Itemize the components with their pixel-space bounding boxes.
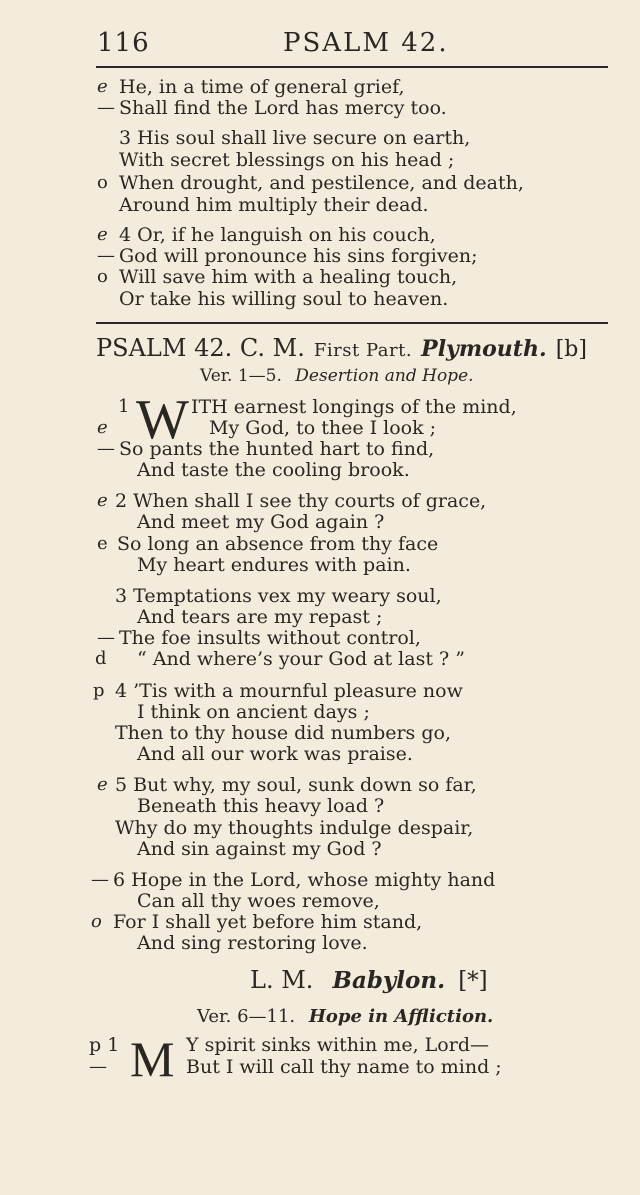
- psalm-title: PSALM 42. C. M.: [96, 334, 305, 362]
- verse-line: But I will call thy name to mind ;: [186, 1056, 502, 1078]
- verse-line: Shall find the Lord has mercy too.: [119, 97, 447, 119]
- verse-line: Around him multiply their dead.: [119, 194, 429, 216]
- verse-line: My heart endures with pain.: [137, 554, 411, 576]
- verse-mark: e: [97, 774, 108, 795]
- verse-line: And sin against my God ?: [137, 838, 382, 860]
- part-label: First Part.: [313, 340, 413, 361]
- verse-line: 6 Hope in the Lord, whose mighty hand: [113, 869, 496, 891]
- verse-line: Can all thy woes remove,: [137, 890, 380, 912]
- verse-line: 2 When shall I see thy courts of grace,: [115, 490, 487, 512]
- verse-mark: —: [97, 245, 115, 266]
- verse-subheading: [200, 366, 474, 386]
- verse-mark: p: [93, 680, 105, 701]
- verse-line: God will pronounce his sins forgiven;: [119, 245, 478, 267]
- verse-line: 5 But why, my soul, sunk down so far,: [115, 774, 477, 796]
- verse-mark: e: [97, 224, 108, 245]
- verse-line: And sing restoring love.: [137, 932, 368, 954]
- verse-line: So pants the hunted hart to find,: [119, 438, 435, 460]
- page-number: 116: [97, 28, 150, 58]
- verse-line: I think on ancient days ;: [137, 701, 370, 723]
- verse-line: The foe insults without control,: [119, 627, 421, 649]
- verse-line: So long an absence from thy face: [117, 533, 439, 555]
- verse-mark: e: [97, 76, 108, 97]
- psalm-subject: Desertion and Hope.: [295, 366, 474, 386]
- verse-line: “ And where’s your God at last ? ”: [137, 648, 465, 670]
- verse-mark: o: [97, 172, 108, 193]
- verse-reference: Ver. 6—11.: [197, 1006, 296, 1027]
- verse-line: Will save him with a healing touch,: [119, 266, 458, 288]
- verse-mark: e: [97, 533, 108, 554]
- meter-tag: [b]: [555, 337, 587, 362]
- verse-line: And tears are my repast ;: [137, 606, 383, 628]
- verse-line: 3 His soul shall live secure on earth,: [119, 127, 471, 149]
- drop-cap: W: [136, 389, 189, 451]
- verse-line: 3 Temptations vex my weary soul,: [115, 585, 442, 607]
- verse-line: Then to thy house did numbers go,: [115, 722, 451, 744]
- psalm-heading: [96, 334, 587, 362]
- verse-line: When drought, and pestilence, and death,: [119, 172, 524, 194]
- verse-line: For I shall yet before him stand,: [113, 911, 423, 933]
- tune-name: Plymouth.: [421, 336, 547, 362]
- verse-mark: —: [91, 869, 109, 890]
- verse-mark: e: [97, 417, 108, 438]
- verse-number: 1: [118, 396, 130, 417]
- verse-line: And meet my God again ?: [137, 511, 385, 533]
- header-rule: [96, 66, 608, 68]
- verse-line: With secret blessings on his head ;: [119, 149, 455, 171]
- verse-mark: o: [97, 266, 108, 287]
- verse-mark: e: [97, 490, 108, 511]
- verse-line: 4 ’Tis with a mournful pleasure now: [115, 680, 463, 702]
- meter-label: L. M.: [250, 966, 314, 994]
- verse-mark: —: [89, 1056, 107, 1077]
- psalm-subject: Hope in Affliction.: [308, 1006, 494, 1027]
- verse-mark: —: [97, 97, 115, 118]
- verse-line: My God, to thee I look ;: [209, 417, 437, 439]
- meter-tag: [*]: [458, 968, 488, 994]
- verse-line: Why do my thoughts indulge despair,: [115, 817, 474, 839]
- verse-line: Or take his willing soul to heaven.: [119, 288, 449, 310]
- verse-mark: —: [97, 627, 115, 648]
- psalm-heading: [250, 966, 488, 994]
- verse-mark: d: [95, 648, 107, 669]
- verse-mark: o: [91, 911, 102, 932]
- verse-line: He, in a time of general grief,: [119, 76, 405, 98]
- verse-line: ITH earnest longings of the mind,: [191, 396, 517, 418]
- verse-line: And all our work was praise.: [137, 743, 413, 765]
- drop-cap: M: [130, 1031, 175, 1087]
- verse-line: 4 Or, if he languish on his couch,: [119, 224, 436, 246]
- running-title: PSALM 42.: [283, 28, 449, 58]
- verse-reference: Ver. 1—5.: [200, 366, 282, 386]
- verse-line: Beneath this heavy load ?: [137, 795, 385, 817]
- verse-line: Y spirit sinks within me, Lord—: [186, 1034, 489, 1056]
- section-rule: [96, 322, 608, 324]
- verse-subheading: [197, 1006, 493, 1027]
- tune-name: Babylon.: [332, 967, 446, 994]
- verse-mark: —: [97, 438, 115, 459]
- verse-line: And taste the cooling brook.: [137, 459, 410, 481]
- verse-mark: p 1: [89, 1034, 120, 1056]
